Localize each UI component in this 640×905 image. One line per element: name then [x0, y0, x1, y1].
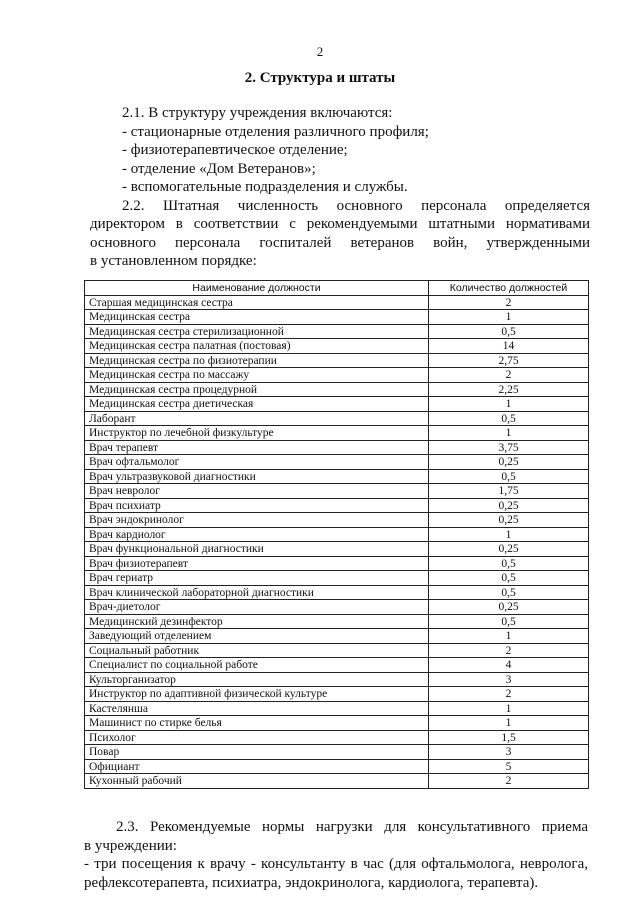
position-count-cell: 0,5: [429, 469, 589, 484]
position-name-cell: Машинист по стирке белья: [85, 716, 429, 731]
table-row: [85, 672, 589, 687]
table-row: [85, 411, 589, 426]
position-name-cell: Медицинская сестра по массажу: [85, 368, 429, 383]
position-name-cell: Старшая медицинская сестра: [85, 295, 429, 310]
position-name-cell: Врач невролог: [85, 484, 429, 499]
table-row: [85, 687, 589, 702]
table-row: [85, 382, 589, 397]
table-row: [85, 513, 589, 528]
position-count-cell: 0,5: [429, 571, 589, 586]
position-name-cell: Врач эндокринолог: [85, 513, 429, 528]
table-row: [85, 324, 589, 339]
position-name-cell: Специалист по социальной работе: [85, 658, 429, 673]
table-row: [85, 701, 589, 716]
position-count-cell: 2: [429, 368, 589, 383]
position-count-cell: 0,5: [429, 614, 589, 629]
position-count-cell: 0,25: [429, 542, 589, 557]
position-name-cell: Инструктор по адаптивной физической культуре: [85, 687, 429, 702]
table-header-row: [85, 281, 589, 296]
position-name-cell: Врач клинической лабораторной диагностики: [85, 585, 429, 600]
list-item: - вспомогательные подразделения и службы.: [122, 179, 408, 195]
table-row: [85, 542, 589, 557]
outro-text: [84, 818, 588, 892]
table-row: [85, 440, 589, 455]
position-count-cell: 0,25: [429, 498, 589, 513]
table-row: [85, 658, 589, 673]
position-name-cell: Культорганизатор: [85, 672, 429, 687]
position-count-cell: 0,25: [429, 513, 589, 528]
table-row: [85, 310, 589, 325]
position-name-cell: Врач ультразвуковой диагностики: [85, 469, 429, 484]
position-count-cell: 1,75: [429, 484, 589, 499]
column-header-count: Количество должностей: [429, 281, 589, 296]
position-count-cell: 14: [429, 339, 589, 354]
position-name-cell: Кастелянша: [85, 701, 429, 716]
position-name-cell: Психолог: [85, 730, 429, 745]
position-name-cell: Инструктор по лечебной физкультуре: [85, 426, 429, 441]
position-count-cell: 3: [429, 745, 589, 760]
position-name-cell: Заведующий отделением: [85, 629, 429, 644]
position-name-cell: Медицинский дезинфектор: [85, 614, 429, 629]
position-name-cell: Врач-диетолог: [85, 600, 429, 615]
table-row: [85, 745, 589, 760]
position-count-cell: 3,75: [429, 440, 589, 455]
paragraph-2-3-line: в учреждении:: [84, 837, 177, 854]
position-count-cell: 1: [429, 426, 589, 441]
list-item: - физиотерапевтическое отделение;: [122, 142, 348, 158]
paragraph-2-1: 2.1. В структуру учреждения включаются:: [122, 105, 393, 121]
position-count-cell: 1: [429, 716, 589, 731]
table-row: [85, 353, 589, 368]
position-name-cell: Кухонный рабочий: [85, 774, 429, 789]
position-name-cell: Медицинская сестра: [85, 310, 429, 325]
paragraph-2-2-line: 2.2. Штатная численность основного персонала определяется: [122, 197, 590, 214]
table-row: [85, 730, 589, 745]
position-name-cell: Врач физиотерапевт: [85, 556, 429, 571]
paragraph-2-3-line: рефлексотерапевта, психиатра, эндокринолога, кардиолога, терапевта).: [84, 874, 539, 891]
section-title: 2. Структура и штаты: [244, 70, 396, 86]
table-row: [85, 484, 589, 499]
position-name-cell: Врач терапевт: [85, 440, 429, 455]
list-item: - отделение «Дом Ветеранов»;: [122, 160, 316, 177]
position-count-cell: 2: [429, 295, 589, 310]
table-row: [85, 498, 589, 513]
table-row: [85, 397, 589, 412]
position-count-cell: 1: [429, 629, 589, 644]
table-row: [85, 426, 589, 441]
position-count-cell: 2: [429, 774, 589, 789]
table-row: [85, 527, 589, 542]
paragraph-2-3-line: 2.3. Рекомендуемые нормы нагрузки для консультативного приема: [116, 819, 588, 835]
table-row: [85, 295, 589, 310]
table-row: [85, 571, 589, 586]
paragraph-2-2-line: директором в соответствии с рекомендуемыми штатными нормативами: [90, 216, 590, 232]
position-count-cell: 0,5: [429, 324, 589, 339]
position-count-cell: 0,25: [429, 600, 589, 615]
table-row: [85, 585, 589, 600]
paragraph-2-3-line: - три посещения к врачу - консультанту в час (для офтальмолога, невролога,: [84, 856, 588, 872]
table-row: [85, 339, 589, 354]
position-count-cell: 2,25: [429, 382, 589, 397]
table-row: [85, 455, 589, 470]
table-row: [85, 614, 589, 629]
position-name-cell: Медицинская сестра по физиотерапии: [85, 353, 429, 368]
table-row: [85, 716, 589, 731]
position-name-cell: Лаборант: [85, 411, 429, 426]
position-count-cell: 1: [429, 397, 589, 412]
position-name-cell: Повар: [85, 745, 429, 760]
paragraph-2-2-line: основного персонала госпиталей ветеранов войн, утвержденными: [90, 234, 590, 251]
position-name-cell: Врач офтальмолог: [85, 455, 429, 470]
position-name-cell: Медицинская сестра палатная (постовая): [85, 339, 429, 354]
position-count-cell: 0,5: [429, 556, 589, 571]
position-name-cell: Медицинская сестра процедурной: [85, 382, 429, 397]
position-name-cell: Официант: [85, 759, 429, 774]
position-count-cell: 1: [429, 527, 589, 542]
intro-text: [90, 104, 590, 271]
position-count-cell: 0,5: [429, 411, 589, 426]
page-number: 2: [316, 44, 324, 59]
staff-table-body: [85, 295, 589, 788]
position-count-cell: 0,5: [429, 585, 589, 600]
position-count-cell: 5: [429, 759, 589, 774]
paragraph-2-2-line: в установленном порядке:: [90, 253, 257, 269]
position-count-cell: 2,75: [429, 353, 589, 368]
position-count-cell: 2: [429, 687, 589, 702]
position-name-cell: Врач функциональной диагностики: [85, 542, 429, 557]
position-count-cell: 4: [429, 658, 589, 673]
staff-table: [84, 280, 589, 789]
position-name-cell: Медицинская сестра стерилизационной: [85, 324, 429, 339]
position-count-cell: 3: [429, 672, 589, 687]
table-row: [85, 759, 589, 774]
table-row: [85, 629, 589, 644]
list-item: - стационарные отделения различного профиля;: [122, 123, 429, 140]
position-count-cell: 0,25: [429, 455, 589, 470]
position-name-cell: Врач психиатр: [85, 498, 429, 513]
position-name-cell: Врач кардиолог: [85, 527, 429, 542]
table-row: [85, 368, 589, 383]
column-header-position: Наименование должности: [85, 281, 429, 296]
position-count-cell: 1,5: [429, 730, 589, 745]
position-count-cell: 2: [429, 643, 589, 658]
table-row: [85, 774, 589, 789]
position-name-cell: Врач гериатр: [85, 571, 429, 586]
table-row: [85, 643, 589, 658]
table-row: [85, 556, 589, 571]
position-count-cell: 1: [429, 701, 589, 716]
table-row: [85, 469, 589, 484]
table-row: [85, 600, 589, 615]
position-count-cell: 1: [429, 310, 589, 325]
position-name-cell: Социальный работник: [85, 643, 429, 658]
position-name-cell: Медицинская сестра диетическая: [85, 397, 429, 412]
